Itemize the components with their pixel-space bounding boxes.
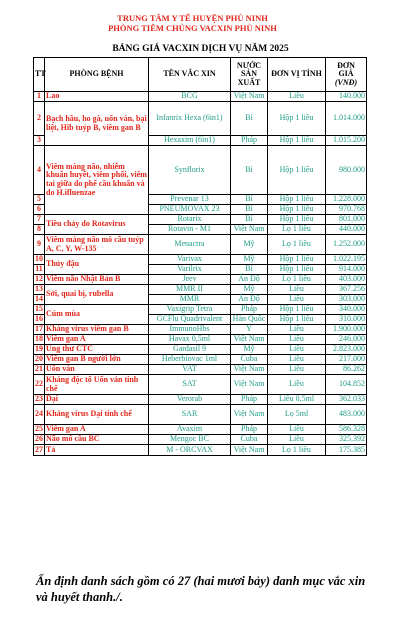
unit-cell: Liều 0,5ml — [268, 395, 326, 405]
price-cell: 970.768 — [326, 205, 367, 215]
vaccine-name: Gardasil 9 — [149, 345, 231, 355]
row-number: 12 — [35, 274, 43, 284]
disease-cell: Viêm màng não mô cầu tuýp A, C, Y, W-135 — [45, 235, 149, 255]
unit-cell: Lọ 1 liều — [268, 275, 326, 285]
footer-note: Ấn định danh sách gồm có 27 (hai mươi bảy) danh mục vắc xin và huyết thanh./. — [36, 574, 366, 604]
table-row — [34, 92, 367, 102]
row-number: 6 — [34, 205, 45, 215]
price-cell: 1.900.000 — [326, 325, 367, 335]
disease-cell: Uốn ván — [45, 365, 149, 375]
center-name: TRUNG TÂM Y TẾ HUYỆN PHÙ NINH — [117, 13, 268, 23]
col-header-unit: ĐƠN VỊ TÍNH — [268, 58, 326, 92]
country-cell: Cuba — [231, 435, 268, 445]
unit-cell: Lọ 1 liều — [268, 235, 326, 255]
vaccine-name: Avaxim — [149, 425, 231, 435]
col-header-price-l3: (VNĐ) — [334, 77, 358, 87]
row-number: 2 — [34, 102, 45, 136]
price-cell: 1.015.200 — [326, 136, 367, 146]
disease-cell: Viêm gan A — [45, 425, 149, 435]
col-header-disease: PHÒNG BỆNH — [45, 58, 149, 92]
table-header-row — [34, 58, 367, 92]
col-header-country-l2: SẢN XUẤT — [237, 69, 261, 87]
vaccine-name: Synflorix — [149, 146, 231, 195]
price-cell: 914.000 — [326, 265, 367, 275]
vaccine-name: GCFlu Quadrivalent — [149, 315, 231, 325]
table-row — [34, 275, 367, 285]
country-cell: Pháp — [231, 305, 268, 315]
unit-cell: Liều — [268, 285, 326, 295]
table-row — [34, 285, 367, 295]
row-number: 21 — [35, 364, 43, 374]
price-cell: 1.252.000 — [326, 235, 367, 255]
row-number: 25 — [35, 424, 43, 434]
table-row — [34, 405, 367, 425]
unit-cell: Liều — [268, 425, 326, 435]
disease-cell: Kháng virus Dại tinh chế — [45, 405, 149, 425]
country-cell: Bỉ — [231, 265, 268, 275]
country-cell: Pháp — [231, 425, 268, 435]
row-number: 8 — [34, 225, 45, 235]
country-cell: Mỹ — [231, 345, 268, 355]
table-row — [34, 395, 367, 405]
col-header-country-l1: NƯỚC — [236, 60, 262, 70]
page-title: BẢNG GIÁ VACXIN DỊCH VỤ NĂM 2025 — [112, 44, 289, 54]
row-number: 20 — [35, 354, 43, 364]
country-cell: Bỉ — [231, 195, 268, 205]
unit-cell: Hộp 1 liều — [268, 315, 326, 325]
country-cell: Hàn Quốc — [231, 315, 268, 325]
unit-cell: Lọ 5ml — [268, 405, 326, 425]
col-header-price-l2: GIÁ — [338, 69, 354, 79]
disease-cell: Thủy đậu — [45, 255, 149, 275]
vaccine-name: MMR II — [149, 285, 231, 295]
table-row — [34, 255, 367, 265]
price-cell: 325.392 — [326, 435, 367, 445]
vaccine-name: Mengoc BC — [149, 435, 231, 445]
table-body — [34, 92, 367, 456]
country-cell: Mỹ — [231, 285, 268, 295]
price-cell: 217.000 — [326, 355, 367, 365]
price-cell: 980.000 — [326, 146, 367, 195]
table-row — [34, 102, 367, 136]
vaccine-name: Rotavin - M1 — [149, 225, 231, 235]
disease-cell: Tả — [45, 445, 149, 456]
unit-cell: Hộp 1 liều — [268, 265, 326, 275]
vaccine-name: Havax 0,5ml — [149, 335, 231, 345]
price-cell: 340.000 — [326, 305, 367, 315]
row-number: 22 — [34, 375, 45, 395]
disease-cell: Tiêu chảy do Rotavirus — [45, 215, 149, 235]
unit-cell: Hộp 1 liều — [268, 305, 326, 315]
row-number: 23 — [35, 394, 43, 404]
row-number: 18 — [35, 334, 43, 344]
unit-cell: Liều — [268, 295, 326, 305]
vaccine-name: Varivax — [149, 255, 231, 265]
table-row — [34, 335, 367, 345]
vaccine-name: Infanrix Hexa (6in1) — [149, 102, 231, 136]
vaccine-name: Verorab — [149, 395, 231, 405]
row-number: 10 — [35, 254, 43, 264]
price-cell: 140.000 — [326, 92, 367, 102]
disease-cell: Bạch hầu, ho gà, uốn ván, bại liệt, Hib tuýp B, viêm gan B — [45, 102, 149, 146]
table-row — [34, 235, 367, 255]
row-number: 7 — [34, 215, 45, 225]
country-cell: Bỉ — [231, 205, 268, 215]
vaccine-name: ImmunoHbs — [149, 325, 231, 335]
unit-cell: Hộp 1 liều — [268, 205, 326, 215]
vaccine-name: Menactra — [149, 235, 231, 255]
country-cell: Bỉ — [231, 102, 268, 136]
table-row — [34, 215, 367, 225]
row-number: 13 — [35, 284, 43, 294]
unit-cell: Lọ 1 liều — [268, 445, 326, 456]
disease-cell: Viêm gan B người lớn — [45, 355, 149, 365]
col-header-tt: TT — [34, 58, 45, 92]
price-table — [33, 57, 367, 456]
price-cell: 175.385 — [326, 445, 367, 456]
country-cell: Pháp — [231, 136, 268, 146]
row-number: 9 — [34, 235, 45, 255]
row-number: 11 — [35, 264, 43, 274]
country-cell: Việt Nam — [231, 445, 268, 456]
price-cell: 303.000 — [326, 295, 367, 305]
row-number: 19 — [35, 344, 43, 354]
unit-cell: Hộp 1 liều — [268, 136, 326, 146]
price-cell: 310.000 — [326, 315, 367, 325]
unit-cell: Hộp 1 liều — [268, 146, 326, 195]
price-cell: 362.033 — [326, 395, 367, 405]
row-number: 1 — [34, 92, 45, 102]
row-number: 3 — [34, 136, 45, 146]
country-cell: Ấn Độ — [231, 295, 268, 305]
unit-cell: Liều — [268, 92, 326, 102]
row-number: 14 — [35, 294, 43, 304]
country-cell: Việt Nam — [231, 405, 268, 425]
disease-cell: Kháng virus viêm gan B — [45, 325, 149, 335]
country-cell: Việt Nam — [231, 92, 268, 102]
vaccine-name: SAR — [149, 405, 231, 425]
row-number: 4 — [34, 146, 45, 195]
country-cell: Ý — [231, 325, 268, 335]
vaccine-name: M - ORCVAX — [149, 445, 231, 456]
row-number: 5 — [34, 195, 45, 205]
vaccine-name: MMR — [149, 295, 231, 305]
unit-cell: Hộp 1 liều — [268, 255, 326, 265]
vaccine-name: Varilrix — [149, 265, 231, 275]
country-cell: Pháp — [231, 395, 268, 405]
price-cell: 1.228.000 — [326, 195, 367, 205]
vaccine-name: Jeev — [149, 275, 231, 285]
unit-cell: Liều — [268, 435, 326, 445]
table-row — [34, 355, 367, 365]
price-cell: 403.000 — [326, 275, 367, 285]
country-cell: Việt Nam — [231, 335, 268, 345]
price-cell: 801.000 — [326, 215, 367, 225]
price-cell: 586.328 — [326, 425, 367, 435]
disease-cell: Viêm màng não, nhiễm khuẩn huyết, viêm phổi, viêm tai giữa do phế cầu khuẩn và do H.ifluenzae — [45, 146, 149, 215]
price-cell: 86.262 — [326, 365, 367, 375]
vaccine-name: SAT — [149, 375, 231, 395]
table-row — [34, 146, 367, 195]
unit-cell: Liều — [268, 355, 326, 365]
disease-cell: Viêm não Nhật Bản B — [45, 275, 149, 285]
disease-cell: Não mô cầu BC — [45, 435, 149, 445]
vaccine-name: Rotarix — [149, 215, 231, 225]
price-cell: 2.823.000 — [326, 345, 367, 355]
vaccine-name: Prevenar 13 — [149, 195, 231, 205]
disease-cell: Cúm mùa — [45, 305, 149, 325]
country-cell: Bỉ — [231, 215, 268, 225]
row-number: 26 — [35, 434, 43, 444]
price-cell: 367.256 — [326, 285, 367, 295]
country-cell: Việt Nam — [231, 365, 268, 375]
disease-cell: Lao — [45, 92, 149, 102]
vaccine-name: VAT — [149, 365, 231, 375]
row-number: 24 — [34, 405, 45, 425]
country-cell: Ấn Độ — [231, 275, 268, 285]
country-cell: Việt Nam — [231, 225, 268, 235]
price-cell: 104.852 — [326, 375, 367, 395]
table-row — [34, 445, 367, 456]
row-number: 15 — [35, 304, 43, 314]
vaccine-name: Hexaxim (6in1) — [149, 136, 231, 146]
price-cell: 246.000 — [326, 335, 367, 345]
unit-cell: Liều — [268, 345, 326, 355]
disease-cell: Kháng độc tố Uốn ván tinh chế — [45, 375, 149, 395]
unit-cell: Hộp 1 liều — [268, 102, 326, 136]
row-number: 17 — [35, 324, 43, 334]
row-number: 27 — [35, 444, 43, 454]
price-cell: 483.000 — [326, 405, 367, 425]
country-cell: Mỹ — [231, 255, 268, 265]
table-row — [34, 305, 367, 315]
col-header-price — [326, 58, 367, 92]
vaccine-name: PNEUMOVAX 23 — [149, 205, 231, 215]
unit-cell: Liều — [268, 365, 326, 375]
table-row — [34, 325, 367, 335]
unit-cell: Hộp 1 liều — [268, 215, 326, 225]
unit-cell: Hộp 1 liều — [268, 195, 326, 205]
unit-cell: Liều — [268, 375, 326, 395]
vaccine-name: BCG — [149, 92, 231, 102]
country-cell: Việt Nam — [231, 375, 268, 395]
col-header-price-l1: ĐƠN — [337, 60, 355, 70]
price-cell: 1.014.000 — [326, 102, 367, 136]
table-row — [34, 365, 367, 375]
disease-cell: Ung thư CTC — [45, 345, 149, 355]
col-header-vaccine: TÊN VẮC XIN — [149, 58, 231, 92]
unit-cell: Lọ 1 liều — [268, 225, 326, 235]
col-header-country — [231, 58, 268, 92]
country-cell: Cuba — [231, 355, 268, 365]
vaccine-name: Vaxigrip Tetra — [149, 305, 231, 315]
unit-cell: Liều — [268, 325, 326, 335]
price-cell: 1.022.195 — [326, 255, 367, 265]
country-cell: Bỉ — [231, 146, 268, 195]
table-row — [34, 435, 367, 445]
price-cell: 440.000 — [326, 225, 367, 235]
table-row — [34, 345, 367, 355]
clinic-name: PHÒNG TIÊM CHỦNG VACXIN PHÙ NINH — [108, 23, 277, 33]
row-number: 16 — [35, 314, 43, 324]
disease-cell: Sởi, quai bị, rubella — [45, 285, 149, 305]
disease-cell: Viêm gan A — [45, 335, 149, 345]
country-cell: Mỹ — [231, 235, 268, 255]
table-row — [34, 425, 367, 435]
unit-cell: Liều — [268, 335, 326, 345]
disease-cell: Dại — [45, 395, 149, 405]
vaccine-name: Heberbiovac 1ml — [149, 355, 231, 365]
table-row — [34, 375, 367, 395]
